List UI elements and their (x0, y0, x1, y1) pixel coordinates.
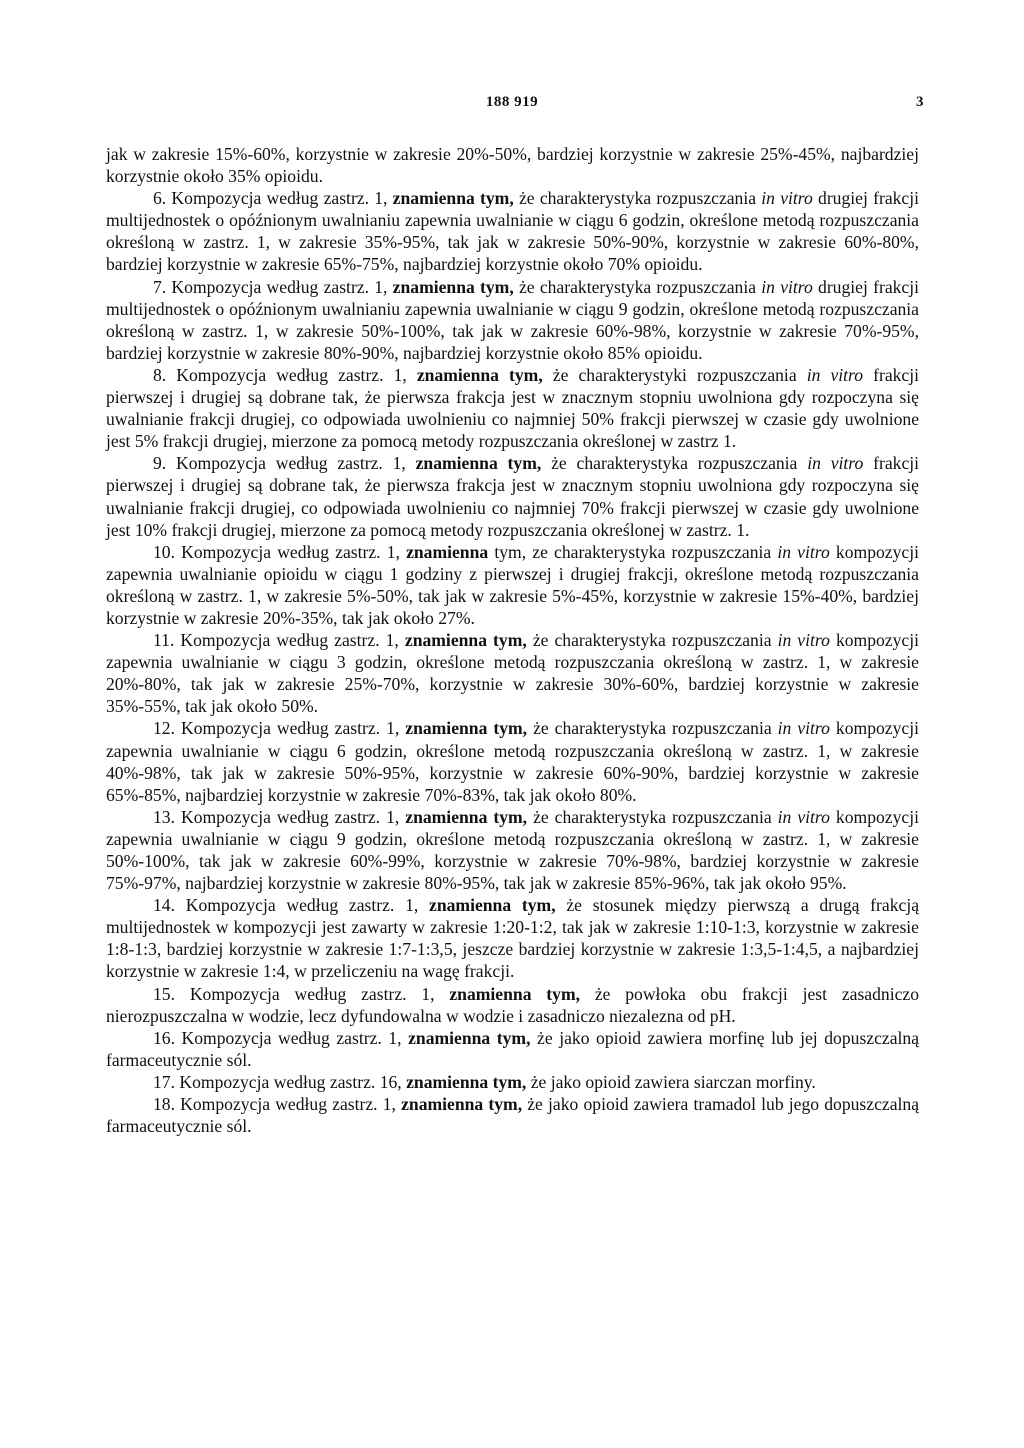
claim-11: 11. Kompozycja według zastrz. 1, znamienna tym, że charakterystyka rozpuszczania in vitro kompozycji zapewnia uwalnianie w ciągu 3 godzin, określone metodą rozpuszczania określoną w zastrz. 1, w zakresie 20%-80%, tak jak w zakresie 25%-70%, korzystnie w zakresie 30%-60%, bardziej korzystnie w zakresie 35%-55%, tak jak około 50%. (106, 630, 920, 717)
paragraph-continuation: jak w zakresie 15%-60%, korzystnie w zakresie 20%-50%, bardziej korzystnie w zakresie 25%-45%, najbardziej korzystnie około 35% opioidu. (106, 144, 919, 187)
claim-7: 7. Kompozycja według zastrz. 1, znamienna tym, że charakterystyka rozpuszczania in vitro drugiej frakcji multijednostek o opóźnionym uwalnianiu zapewnia uwalnianie w ciągu 9 godzin, określone metodą rozpuszczania określoną w zastrz. 1, w zakresie 50%-100%, tak jak w zakresie 60%-98%, korzystnie w zakresie 70%-95%, bardziej korzystnie w zakresie 80%-90%, najbardziej korzystnie około 85% opioidu. (106, 276, 920, 363)
claim-17: 17. Kompozycja według zastrz. 16, znamienna tym, że jako opioid zawiera siarczan morfiny. (153, 1071, 816, 1092)
document-body (106, 143, 919, 1137)
page-number: 3 (916, 94, 924, 110)
claim-15: 15. Kompozycja według zastrz. 1, znamienna tym, że powłoka obu frakcji jest zasadniczo nierozpuszczalna w wodzie, lecz dyfundowalna w wodzie i zasadniczo niezalezna od pH. (106, 983, 920, 1026)
claim-9: 9. Kompozycja według zastrz. 1, znamienna tym, że charakterystyka rozpuszczania in vitro frakcji pierwszej i drugiej są dobrane tak, że pierwsza frakcja jest w znacznym stopniu uwolniona gdy rozpoczyna się uwalnianie frakcji drugiej, co odpowiada uwolnieniu co najmniej 70% frakcji pierwszej w czasie gdy uwolnione jest 10% frakcji drugiej, mierzone za pomocą metody rozpuszczania określonej w zastrz. 1. (106, 453, 920, 540)
claim-12: 12. Kompozycja według zastrz. 1, znamienna tym, że charakterystyka rozpuszczania in vitro kompozycji zapewnia uwalnianie w ciągu 6 godzin, określone metodą rozpuszczania określoną w zastrz. 1, w zakresie 40%-98%, tak jak w zakresie 50%-95%, korzystnie w zakresie 60%-90%, bardziej korzystnie w zakresie 65%-85%, najbardziej korzystnie w zakresie 70%-83%, tak jak około 80%. (106, 718, 919, 805)
claim-13: 13. Kompozycja według zastrz. 1, znamienna tym, że charakterystyka rozpuszczania in vitro kompozycji zapewnia uwalnianie w ciągu 9 godzin, określone metodą rozpuszczania określoną w zastrz. 1, w zakresie 50%-100%, tak jak w zakresie 60%-99%, korzystnie w zakresie 70%-98%, bardziej korzystnie w zakresie 75%-97%, najbardziej korzystnie w zakresie 80%-95%, tak jak w zakresie 85%-96%, tak jak około 95%. (106, 806, 919, 894)
document-number: 188 919 (485, 94, 539, 110)
claim-8: 8. Kompozycja według zastrz. 1, znamienna tym, że charakterystyki rozpuszczania in vitro frakcji pierwszej i drugiej są dobrane tak, że pierwsza frakcja jest w znacznym stopniu uwolniona gdy rozpoczyna się uwalnianie frakcji drugiej, co odpowiada uwolnieniu co najmniej 50% frakcji pierwszej w czasie gdy uwolnione jest 5% frakcji drugiej, mierzone za pomocą metody rozpuszczania określonej w zastrz 1. (106, 364, 920, 452)
claim-14: 14. Kompozycja według zastrz. 1, znamienna tym, że stosunek między pierwszą a drugą frakcją multijednostek w kompozycji jest zawarty w zakresie 1:20-1:2, tak jak w zakresie 1:10-1:3, korzystnie w zakresie 1:8-1:3, bardziej korzystnie w zakresie 1:7-1:3,5, jeszcze bardziej korzystnie w zakresie 1:3,5-1:4,5, a najbardziej korzystnie w zakresie 1:4, w przeliczeniu na wagę frakcji. (106, 895, 920, 982)
claim-16: 16. Kompozycja według zastrz. 1, znamienna tym, że jako opioid zawiera morfinę lub jej dopuszczalną farmaceutycznie sól. (106, 1027, 920, 1070)
page-header (0, 94, 1024, 116)
claim-10: 10. Kompozycja według zastrz. 1, znamienna tym, ze charakterystyka rozpuszczania in vitro kompozycji zapewnia uwalnianie opioidu w ciągu 1 godziny z pierwszej i drugiej frakcji, określone metodą rozpuszczania określoną w zastrz. 1, w zakresie 5%-50%, tak jak w zakresie 5%-45%, korzystnie w zakresie 15%-40%, bardziej korzystnie w zakresie 20%-35%, tak jak około 27%. (106, 541, 919, 628)
claim-6: 6. Kompozycja według zastrz. 1, znamienna tym, że charakterystyka rozpuszczania in vitro drugiej frakcji multijednostek o opóźnionym uwalnianiu zapewnia uwalnianie w ciągu 6 godzin, określone metodą rozpuszczania określoną w zastrz. 1, w zakresie 35%-95%, tak jak w zakresie 50%-90%, korzystnie w zakresie 60%-80%, bardziej korzystnie w zakresie 65%-75%, najbardziej korzystnie około 70% opioidu. (106, 188, 920, 275)
claim-18: 18. Kompozycja według zastrz. 1, znamienna tym, że jako opioid zawiera tramadol lub jego dopuszczalną farmaceutycznie sól. (106, 1094, 919, 1137)
